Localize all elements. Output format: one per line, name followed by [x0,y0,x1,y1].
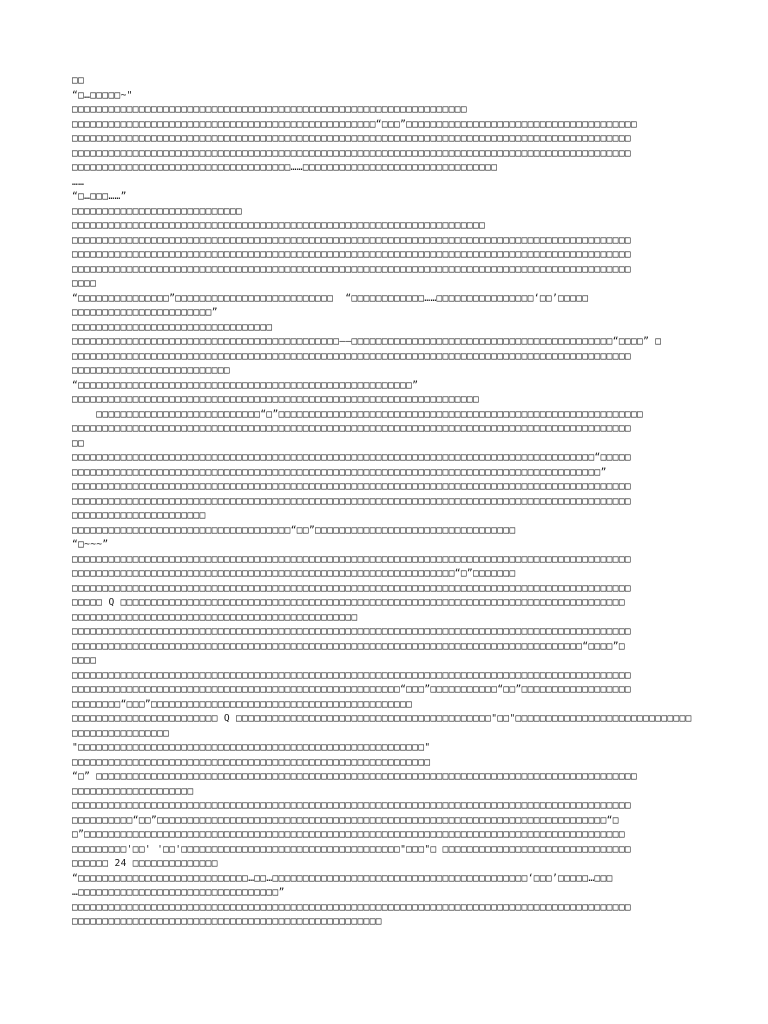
text-line: □□□□□□□□□□□□□□□□□□□□□□□□□□□□□□□□□□□□□□□□□□□□□□□□□□□□□□□□□□□□□□□□□□□□□□□□□□□□□□□□□□□□□□□□□□□□ [72,582,631,594]
text-line: □□□□□□□□□□□□□□□□□□□□□□□□□□□□□□□□□□□□□□□□□□□□□□□□□□□□□□□□□□□□□□□□□□□□□□□□□□□□□□□□□□□□“□□□□”□ [72,640,625,652]
text-line: "□□□□□□□□□□□□□□□□□□□□□□□□□□□□□□□□□□□□□□□□□□□□□□□□□□□□□□□□□" [72,742,431,753]
text-line: □□□□□□□□□□□□□□□□□□□□□□□□□□□□□□□□□□□□□□□□□□□□□□□□□□□□□□□□□□□□□□□□□□□□□□□□□□□□□□□□□□□□□□□□□□□□ [72,901,631,913]
text-line: □□□□□□□□□'□□' '□□'□□□□□□□□□□□□□□□□□□□□□□□□□□□□□□□□□□□□"□□□"□ □□□□□□□□□□□□□□□□□□□□□□□□□□□□□□□ [72,843,631,855]
text-line: □□□□□□□□“□□□”□□□□□□□□□□□□□□□□□□□□□□□□□□□□□□□□□□□□□□□□□□□ [72,698,413,710]
text-line: □□□□□□□□□□□□□□□□□□□□□□□□□□□□□□□□□□□□□□□□□□□□——□□□□□□□□□□□□□□□□□□□□□□□□□□□□□□□□□□□□□□□□□□□“□□□□” □ [72,336,662,347]
text-line: □□□□□□□□□□□□□□□□□□□□□□□□□□□□□□□□□□□□□□□□□□□□□□□ [72,611,358,623]
text-line: □□□□□□□□□□□□□□□□□□□□□□□□□□□□□□□□□□□□□□□□□□□□□□□□□□□□□□□□□□□□□□□□□□□□□□□□□□□□□□□□□□□□□□□□□□□□ [72,147,631,159]
text-line: □□□□□□□□□□□□□□□□□□□□□□□□□□□□ [72,205,243,217]
text-line: “□…□□□……” [72,191,127,202]
text-line: □□□□□□□□□□□□□□□□□□□□□□□□□□□□□□□□□□□□□□□□□□□□□□□□□□□□□□□□□□□□□□□□□□□□ [72,220,486,231]
text-line: …□□□□□□□□□□□□□□□□□□□□□□□□□□□□□□□□□” [72,887,285,898]
text-line: □□□□□□□□□□□□□□□□ [72,727,170,739]
text-line: “□…□□□□□~" [72,89,133,101]
text-line: □□ [72,75,85,86]
text-line: □□□□□□□□□□“□□”□□□□□□□□□□□□□□□□□□□□□□□□□□□□□□□□□□□□□□□□□□□□□□□□□□□□□□□□□□□□□□□□□□□□□□□□□□“□ [72,814,619,826]
text-line: □□□□□□□□□□□□□□□□□□□□□□□□□□□□□□□□□□□□□□□□□□□□□□□□□□□□□□□□□□□□□□□□□□□□□□□□□□□□□□□□□□□□□□□□□□□□ [72,263,631,275]
text-line: □□□□□□□□□□□□□□□□□□□□□□□□□□□□□□□□□□□□□□□□□□□□□□□□□□□□□□□□□□□□□□□□□ [72,104,467,115]
text-line: □□□□□□□□□□□□□□□□□□□□□□□□□□□□□□□□□□□□□□□□□□□□□□□□□□□□□□□□□□□□□□□□□□□□□□□□□□□□□□□□□□□□□□□□□□□□ [72,423,631,434]
text-line: □□□□□□□□□□□□□□□□□□□□□□□” [72,307,218,318]
text-line: □□□□□□□□□□□□□□□□□□□□ [72,785,194,797]
text-line: □□□□□□□□□□□□□□□□□□□□□□□□□□□□□□□□□□□□□□□□□□□□□□□□□□□ [72,916,382,927]
text-line: □□□□ [72,278,97,289]
text-line: □□□□□□□□□□□□□□□□□□□□□□□□□□□□□□□□□□□□□□□□□□□□□□□□□□□□□□□□□□□□□□□□□□□□□□□□□□□□□□□□□□□□□□□□□□□□ [72,350,631,362]
text-line: □□□□□□□□□□□□□□□□□□□□□□□□□□□□□□□□□□□□□□□□□□□□□□□□□□□□□□□□□□□□□□□□□□□□□□□□□□□□□□□□□□□□□□□” [72,466,607,478]
text-line: □□□□□□□□□□□□□□□□□□□□□□□□□□□□□□□□□□□□□□□□□□□□□□□□□□□□□□□□□□□□□□□□□□□□□□□□□□□□□□□□□□□□□□□□□□□□ [72,481,631,492]
text-line: □□□□□□□□□□□□□□□□□□□□□□□□□□□□□□□□□□□□□□□□□□□□□□□□□□□□□□□□□□□□□□□□□□□□□□□□□□□□□□□□□□□□□□□□□□□□ [72,553,631,565]
text-line: □□□□□□□□□□□□□□□□□□□□□□□□□□□□□□□□□□□□□□□□□□□□□□□□□□□□□□□□□□□□□□□□□□□□□□□□□□□□□□□□□□□□□□□□□□□□ [72,800,631,811]
text-line: “□□□□□□□□□□□□□□□”□□□□□□□□□□□□□□□□□□□□□□□□□□ “□□□□□□□□□□□□……□□□□□□□□□□□□□□□□‘□□’□□□□□ [72,292,589,304]
text-line: □□□□□□□□□□□□□□□□□□□□□□□□□□□□□□□□□□□□□□□□□□□□□□□□□□□□□□□□□□□□□□□□□□□□□□□□□□□□□□□□□□□□□□□□□□□□ [72,249,631,260]
text-line: □□□□□□□□□□□□□□□□□□□□□□□□□□□□□□□□□ [72,321,273,333]
text-line: “□” □□□□□□□□□□□□□□□□□□□□□□□□□□□□□□□□□□□□□□□□□□□□□□□□□□□□□□□□□□□□□□□□□□□□□□□□□□□□□□□□□□□□□□□□□ [72,771,638,782]
text-line: …… [72,176,85,188]
text-line: □□□□□□□□□□□□□□□□□□□□□□□□□□□□□□□□□□□□□□□□□□□□□□□□□□“□□□”□□□□□□□□□□□□□□□□□□□□□□□□□□□□□□□□□□□□□□ [72,118,638,130]
text-line: □”□□□□□□□□□□□□□□□□□□□□□□□□□□□□□□□□□□□□□□□□□□□□□□□□□□□□□□□□□□□□□□□□□□□□□□□□□□□□□□□□□□□□□□□□□ [72,829,625,840]
text-line: □□□□□□□□□□□□□□□□□□□□□□□□□□□□□□□□□□□□□□□□□□□□□□□□□□□□□□“□□□”□□□□□□□□□□□“□□”□□□□□□□□□□□□□□□□□□ [72,684,631,695]
text-line: □□□□□□□□□□□□□□□□□□□□□□□□□□□□□□□□□□□□“□□”□□□□□□□□□□□□□□□□□□□□□□□□□□□□□□□□□ [72,524,516,536]
document-page [72,74,696,930]
text-line: □□□□□□□□□□□□□□□□□□□□□□□□□□□□□□□□□□□□□□□□□□□□□□□□□□□□□□□□□□□ [72,756,431,768]
text-line: □□□□□□□□□□□□□□□□□□□□□□□□□□□□□□□□□□□□□□□□□□□□□□□□□□□□□□□□□□□□□□□□□□□ [72,394,480,405]
text-line: □□□□□□□□□□□□□□□□□□□□□□□□□□□□□□□□□□□□□□□□□□□□□□□□□□□□□□□□□□□□□□□□□□□□□□□□□□□□□□□□□□□□□□□□□□□□ [72,133,631,144]
text-line: □□□□□□□□□□□□□□□□□□□□□□□□□□□□□□□□□□□□□□□□□□□□□□□□□□□□□□□□□□□□□□□□□□□□□□□□□□□□□□□□□□□□□□□□□□□□ [72,234,631,246]
text-line: □□□□□□□□□□□□□□□□□□□□□□□□□□□“□”□□□□□□□□□□□□□□□□□□□□□□□□□□□□□□□□□□□□□□□□□□□□□□□□□□□□□□□□□□□□ [72,408,644,420]
text-line: □□□□□□□□□□□□□□□□□□□□□□□□□□□□□□□□□□□□□□□□□□□□□□□□□□□□□□□□□□□□□□□□□□□□□□□□□□□□□□□□□□□□□□□□□□□□ [72,495,631,507]
text-line: □□□□□ Q □□□□□□□□□□□□□□□□□□□□□□□□□□□□□□□□□□□□□□□□□□□□□□□□□□□□□□□□□□□□□□□□□□□□□□□□□□□□□□□□□□□ [72,597,625,608]
text-line: “□~~~” [72,539,109,550]
text-line: □□□□ [72,655,97,666]
text-line: □□□□□□ 24 □□□□□□□□□□□□□□ [72,858,218,869]
text-line: “□□□□□□□□□□□□□□□□□□□□□□□□□□□□…□□…□□□□□□□□□□□□□□□□□□□□□□□□□□□□□□□□□□□□□□□□□□‘□□□’□□□□□…□□□ [72,872,613,884]
text-line: □□□□□□□□□□□□□□□□□□□□□□ [72,510,206,521]
text-line: “□□□□□□□□□□□□□□□□□□□□□□□□□□□□□□□□□□□□□□□□□□□□□□□□□□□□□□□” [72,379,419,391]
text-line: □□□□□□□□□□□□□□□□□□□□□□□□□□□□□□□□□□□□……□□□□□□□□□□□□□□□□□□□□□□□□□□□□□□□□ [72,162,498,173]
text-line: □□□□□□□□□□□□□□□□□□□□□□□□□□□□□□□□□□□□□□□□□□□□□□□□□□□□□□□□□□□□□□□□□□□□□□□□□□□□□□□□□□□□□□□□□□□□ [72,626,631,637]
text-line: □□□□□□□□□□□□□□□□□□□□□□□□□□□□□□□□□□□□□□□□□□□□□□□□□□□□□□□□□□□□□□□□□□□□□□□□□□□□□□□□□□□□□□“□□□□□ [72,452,631,463]
text-line: □□□□□□□□□□□□□□□□□□□□□□□□□□□□□□□□□□□□□□□□□□□□□□□□□□□□□□□□□□□□□□□“□”□□□□□□□ [72,568,516,579]
text-line: □□ [72,437,85,449]
text-line: □□□□□□□□□□□□□□□□□□□□□□□□□□ [72,365,230,376]
text-line: □□□□□□□□□□□□□□□□□□□□□□□□ Q □□□□□□□□□□□□□□□□□□□□□□□□□□□□□□□□□□□□□□□□□□"□□"□□□□□□□□□□□□□□□□□□□□□□□□□□□□□ [72,713,692,724]
text-line: □□□□□□□□□□□□□□□□□□□□□□□□□□□□□□□□□□□□□□□□□□□□□□□□□□□□□□□□□□□□□□□□□□□□□□□□□□□□□□□□□□□□□□□□□□□□ [72,669,631,681]
